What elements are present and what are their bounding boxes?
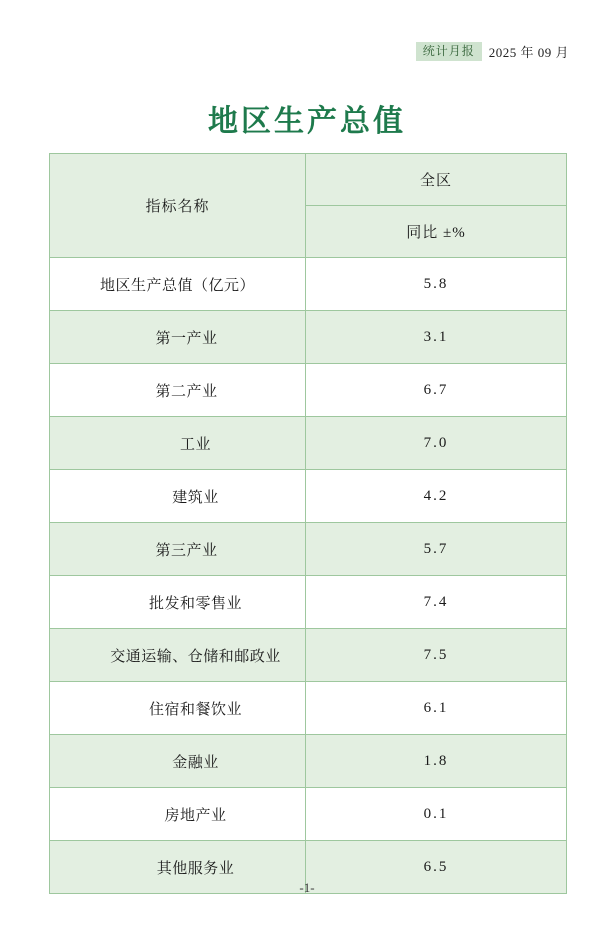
indicator-value-cell: 0.1 xyxy=(306,788,567,841)
statistics-table xyxy=(49,153,567,894)
indicator-name-label: 交通运输、仓储和邮政业 xyxy=(110,648,281,665)
table-row xyxy=(50,523,567,576)
indicator-value-cell: 7.0 xyxy=(306,417,567,470)
indicator-name-label: 第二产业 xyxy=(155,383,218,400)
indicator-name-cell xyxy=(50,576,306,629)
indicator-name-cell xyxy=(50,523,306,576)
indicator-value-cell: 7.4 xyxy=(306,576,567,629)
column-header-yoy: 同比 ±% xyxy=(306,206,567,258)
indicator-name-label: 建筑业 xyxy=(172,489,219,506)
table-row xyxy=(50,629,567,682)
indicator-name-cell xyxy=(50,311,306,364)
indicator-value-cell: 5.8 xyxy=(306,258,567,311)
table-row xyxy=(50,470,567,523)
indicator-name-label: 住宿和餐饮业 xyxy=(148,701,242,718)
page-title: 地区生产总值 xyxy=(208,105,406,138)
indicator-name-cell xyxy=(50,258,306,311)
page-number: -1- xyxy=(299,880,315,895)
indicator-value-cell: 6.1 xyxy=(306,682,567,735)
indicator-name-label: 批发和零售业 xyxy=(148,595,242,612)
table-row xyxy=(50,258,567,311)
statistics-table-wrapper xyxy=(49,153,566,894)
table-row xyxy=(50,735,567,788)
indicator-value-cell: 6.7 xyxy=(306,364,567,417)
indicator-value-cell: 3.1 xyxy=(306,311,567,364)
column-header-indicator: 指标名称 xyxy=(50,154,306,258)
indicator-value-cell: 6.5 xyxy=(306,841,567,894)
indicator-name-label: 金融业 xyxy=(172,754,219,771)
indicator-value-cell: 1.8 xyxy=(306,735,567,788)
indicator-name-cell xyxy=(50,470,306,523)
indicator-name-label: 地区生产总值（亿元） xyxy=(99,277,255,294)
table-row xyxy=(50,788,567,841)
indicator-name-cell xyxy=(50,629,306,682)
indicator-name-label: 工业 xyxy=(179,436,211,453)
indicator-name-cell xyxy=(50,788,306,841)
table-header-row-1 xyxy=(50,154,567,206)
indicator-name-label: 第三产业 xyxy=(155,542,218,559)
table-row xyxy=(50,364,567,417)
indicator-name-cell xyxy=(50,682,306,735)
table-row xyxy=(50,682,567,735)
table-row xyxy=(50,311,567,364)
indicator-name-cell xyxy=(50,364,306,417)
indicator-value-cell: 5.7 xyxy=(306,523,567,576)
table-row xyxy=(50,576,567,629)
indicator-value-cell: 4.2 xyxy=(306,470,567,523)
indicator-name-label: 第一产业 xyxy=(155,330,218,347)
indicator-name-cell xyxy=(50,417,306,470)
indicator-value-cell: 7.5 xyxy=(306,629,567,682)
column-header-region: 全区 xyxy=(306,154,567,206)
indicator-name-label: 其他服务业 xyxy=(156,860,235,877)
report-type-badge: 统计月报 xyxy=(416,42,482,61)
indicator-name-label: 房地产业 xyxy=(164,807,227,824)
indicator-name-cell xyxy=(50,735,306,788)
report-date: 2025 年 09 月 xyxy=(488,44,569,60)
document-header xyxy=(416,41,569,61)
table-row xyxy=(50,417,567,470)
